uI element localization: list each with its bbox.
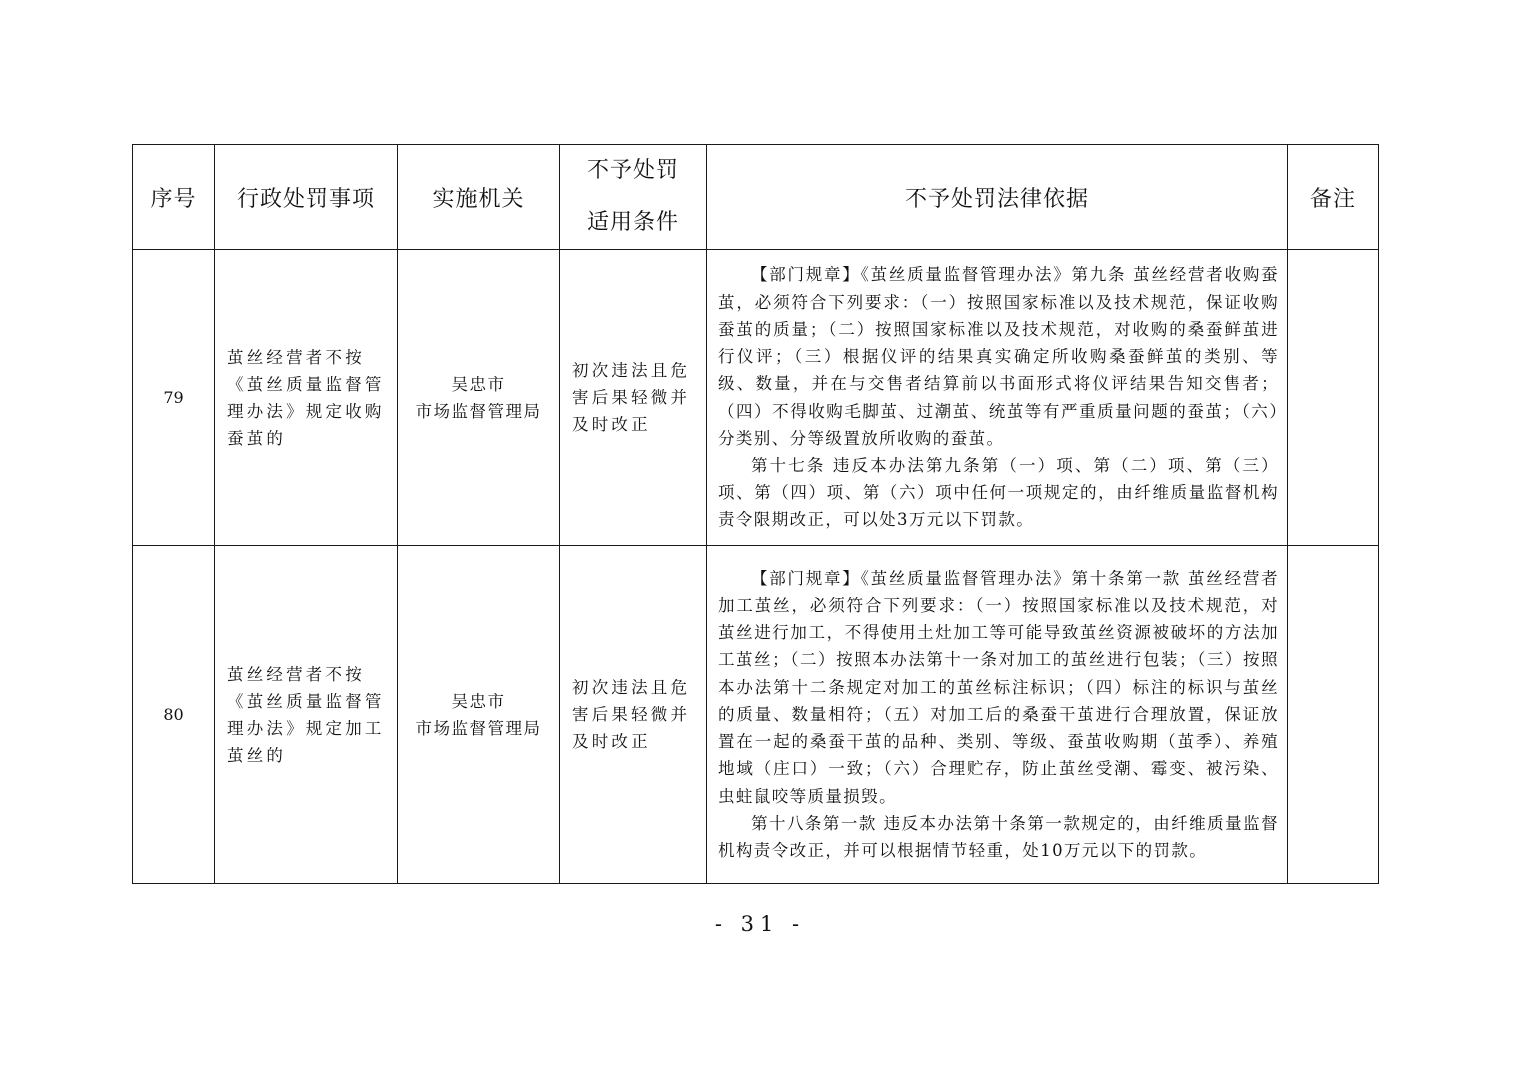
row-basis-paragraph-1: 【部门规章】《茧丝质量监督管理办法》第十条第一款 茧丝经营者加工茧丝，必须符合下列要求：（一）按照国家标准以及技术规范，对茧丝进行加工，不得使用土灶加工等可能导致茧丝资源被破坏的方法加工茧丝；（二）按照本办法第十一条对加工的茧丝进行包装；（三）按照本办法第十二条规定对加工的茧丝标注标识；（四）标注的标识与茧丝的质量、数量相符；（五）对加工后的桑蚕干茧进行合理放置，保证放置在一起的桑蚕干茧的品种、类别、等级、蚕茧收购期（茧季）、养殖地域（庄口）一致；（六）合理贮存，防止茧丝受潮、霉变、被污染、虫蛀鼠咬等质量损毁。 [718, 568, 1279, 806]
header-note: 备注 [1288, 145, 1379, 250]
table-row [133, 546, 1379, 884]
header-seq: 序号 [133, 145, 215, 250]
row-item: 茧丝经营者不按《茧丝质量监督管理办法》规定收购蚕茧的 [215, 250, 398, 546]
row-basis-paragraph-2: 第十七条 违反本办法第九条第（一）项、第（二）项、第（三）项、第（四）项、第（六）项中任何一项规定的，由纤维质量监督机构责令限期改正，可以处3万元以下罚款。 [718, 455, 1279, 530]
row-note [1288, 546, 1379, 884]
header-org: 实施机关 [398, 145, 560, 250]
row-basis-paragraph-2: 第十八条第一款 违反本办法第十条第一款规定的，由纤维质量监督机构责令改正，并可以根据情节轻重，处10万元以下的罚款。 [718, 813, 1279, 860]
table-row [133, 250, 1379, 546]
row-org [398, 250, 560, 546]
penalty-table [132, 144, 1379, 884]
row-org [398, 546, 560, 884]
row-org-line1: 吴忠市 [451, 691, 506, 711]
row-seq: 80 [133, 546, 215, 884]
row-basis [707, 546, 1288, 884]
row-condition: 初次违法且危害后果轻微并及时改正 [560, 250, 707, 546]
row-basis [707, 250, 1288, 546]
row-item: 茧丝经营者不按《茧丝质量监督管理办法》规定加工茧丝的 [215, 546, 398, 884]
row-org-line2: 市场监督管理局 [415, 718, 542, 738]
header-condition [560, 145, 707, 250]
header-basis: 不予处罚法律依据 [707, 145, 1288, 250]
page-number: - 31 - [714, 912, 806, 936]
row-basis-paragraph-1: 【部门规章】《茧丝质量监督管理办法》第九条 茧丝经营者收购蚕茧，必须符合下列要求：（一）按照国家标准以及技术规范，保证收购蚕茧的质量；（二）按照国家标准以及技术规范，对收购的桑蚕鲜茧进行仪评；（三）根据仪评的结果真实确定所收购桑蚕鲜茧的类别、等级、数量，并在与交售者结算前以书面形式将仪评结果告知交售者；（四）不得收购毛脚茧、过潮茧、统茧等有严重质量问题的蚕茧；（六）分类别、分等级置放所收购的蚕茧。 [718, 265, 1279, 448]
header-condition-line1: 不予处罚 [586, 158, 679, 183]
header-condition-line2: 适用条件 [586, 210, 679, 235]
row-note [1288, 250, 1379, 546]
header-item: 行政处罚事项 [215, 145, 398, 250]
table-header-row [133, 145, 1379, 250]
row-org-line2: 市场监督管理局 [415, 401, 542, 421]
row-condition: 初次违法且危害后果轻微并及时改正 [560, 546, 707, 884]
row-org-line1: 吴忠市 [451, 374, 506, 394]
row-seq: 79 [133, 250, 215, 546]
